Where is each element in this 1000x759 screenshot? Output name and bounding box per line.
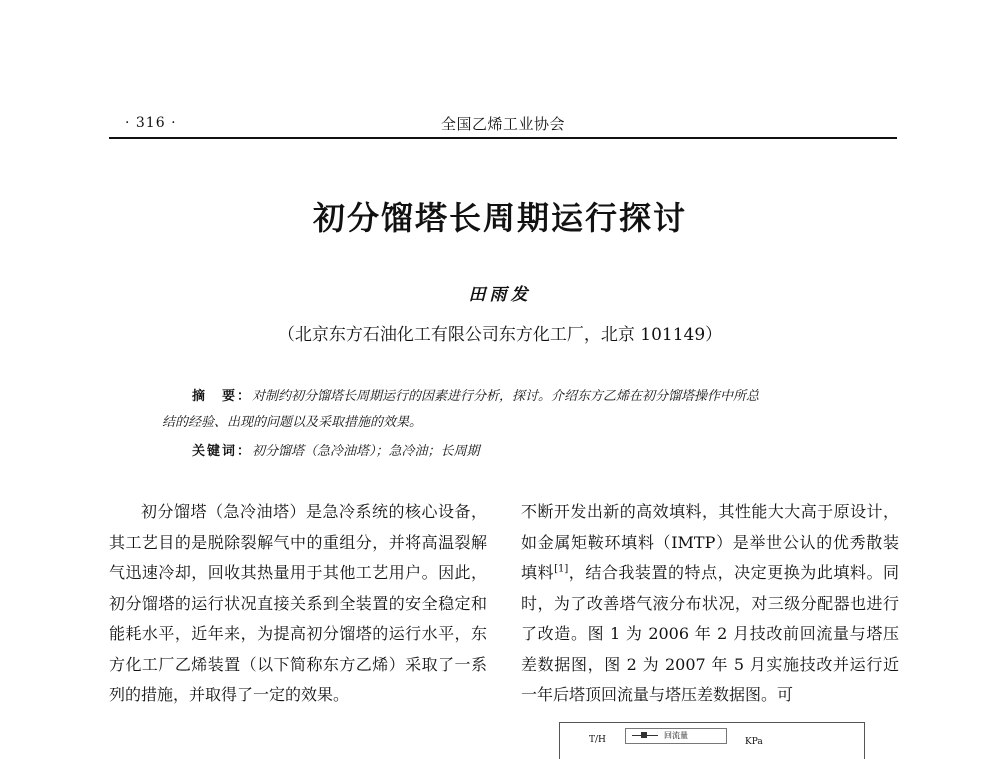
abstract-text-1: 对制约初分馏塔长周期运行的因素进行分析，探讨。介绍东方乙烯在初分馏塔操作中所总: [252, 389, 760, 404]
body-paragraph-right: [521, 497, 899, 711]
figure-y-axis-label-right: KPa: [745, 737, 763, 747]
author-affiliation: （北京东方石油化工有限公司东方化工厂，北京 101149）: [277, 325, 723, 345]
figure-y-axis-label-left: T/H: [589, 735, 606, 745]
header-rule: [109, 137, 897, 139]
abstract-line-2: 结的经验、出现的问题以及采取措施的效果。: [162, 415, 423, 430]
paper-title: 初分馏塔长周期运行探讨: [312, 199, 687, 237]
legend-marker-icon: [641, 732, 647, 738]
abstract-label: 摘 要：: [192, 389, 253, 404]
keywords: [192, 440, 480, 459]
body-text-right-a: 不断开发出新的高效填料，其性能大大高于原设计，如金属矩鞍环填料（IMTP）是举世公认的优秀散装填料: [521, 502, 899, 582]
body-column-left: [109, 497, 487, 711]
body-paragraph-left: 初分馏塔（急冷油塔）是急冷系统的核心设备，其工艺目的是脱除裂解气中的重组分，并将高温裂解气迅速冷却，回收其热量用于其他工艺用户。因此，初分馏塔的运行状况直接关系到全装置的安全稳定和能耗水平，近年来，为提高初分馏塔的运行水平，东方化工厂乙烯装置（以下简称东方乙烯）采取了一系列的措施，并取得了一定的效果。: [109, 502, 487, 704]
keywords-text: 初分馏塔（急冷油塔）；急冷油；长周期: [252, 444, 480, 459]
running-header: [109, 111, 897, 137]
abstract: [162, 384, 847, 436]
page-number: · 316 ·: [125, 115, 177, 131]
body-text-right-b: ，结合我装置的特点，决定更换为此填料。同时，为了改善塔气液分布状况，对三级分配器也进行了改造。图 1 为 2006 年 2 月技改前回流量与塔压差数据图，图 2 为 2007 年 5 月实施技改并运行近一年后塔顶回流量与塔压差数据图。可: [521, 563, 899, 704]
author-name: 田雨发: [468, 285, 532, 305]
keywords-label: 关键词：: [192, 444, 253, 459]
legend-label: 回流量: [664, 731, 688, 740]
journal-name: 全国乙烯工业协会: [440, 115, 565, 133]
abstract-line-1: [162, 384, 847, 410]
body-column-right: [521, 497, 899, 711]
figure-1-chart: [559, 722, 865, 759]
citation-ref: [1]: [554, 563, 569, 575]
figure-legend: [625, 728, 727, 744]
